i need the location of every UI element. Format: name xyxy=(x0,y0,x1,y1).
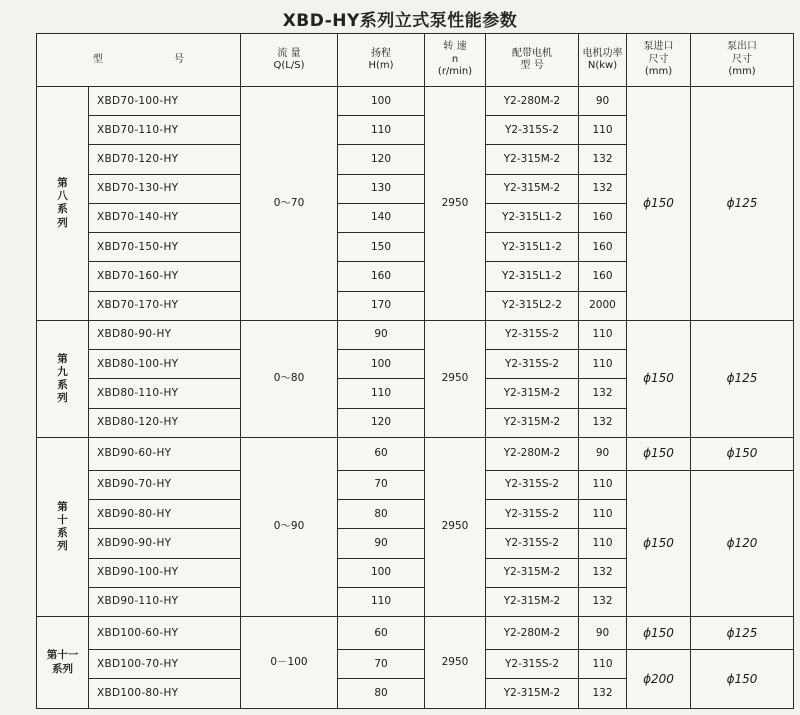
motor-power-cell: 132 xyxy=(579,679,627,709)
model-cell: XBD100-80-HY xyxy=(89,679,241,709)
motor-power-cell: 160 xyxy=(579,203,627,232)
motor-model-cell: Y2-280M-2 xyxy=(486,617,579,650)
table-row xyxy=(37,617,794,650)
head-cell: 80 xyxy=(338,500,425,529)
table-row xyxy=(37,437,794,470)
model-cell: XBD70-170-HY xyxy=(89,291,241,320)
model-cell: XBD80-90-HY xyxy=(89,320,241,349)
flow-cell: 0－100 xyxy=(241,617,338,709)
motor-model-cell: Y2-315M-2 xyxy=(486,174,579,203)
motor-power-cell: 132 xyxy=(579,408,627,437)
motor-model-cell: Y2-315M-2 xyxy=(486,145,579,174)
series-label-line: 列 xyxy=(57,216,68,229)
motor-model-cell: Y2-315M-2 xyxy=(486,379,579,408)
head-cell: 80 xyxy=(338,679,425,709)
motor-model-cell: Y2-315S-2 xyxy=(486,529,579,558)
head-cell: 130 xyxy=(338,174,425,203)
model-cell: XBD90-80-HY xyxy=(89,500,241,529)
series-label xyxy=(37,87,89,321)
table-row xyxy=(37,650,794,679)
inlet-size-cell: ϕ200 xyxy=(627,650,691,709)
head-cell: 110 xyxy=(338,379,425,408)
table-header xyxy=(37,34,794,87)
motor-model-cell: Y2-315S-2 xyxy=(486,350,579,379)
outlet-size-cell: ϕ125 xyxy=(691,320,794,437)
head-cell: 100 xyxy=(338,87,425,116)
header-head: 扬程 H(m) xyxy=(338,34,425,87)
head-cell: 160 xyxy=(338,262,425,291)
series-label-line: 系 xyxy=(57,203,68,216)
head-cell: 110 xyxy=(338,587,425,616)
motor-power-cell: 110 xyxy=(579,500,627,529)
motor-model-cell: Y2-315S-2 xyxy=(486,650,579,679)
motor-model-cell: Y2-315S-2 xyxy=(486,470,579,499)
model-cell: XBD80-100-HY xyxy=(89,350,241,379)
inlet-size-cell: ϕ150 xyxy=(627,437,691,470)
model-cell: XBD70-140-HY xyxy=(89,203,241,232)
series-label xyxy=(37,437,89,616)
head-cell: 100 xyxy=(338,350,425,379)
motor-power-cell: 110 xyxy=(579,116,627,145)
table-row xyxy=(37,470,794,499)
head-cell: 140 xyxy=(338,203,425,232)
motor-power-cell: 90 xyxy=(579,617,627,650)
head-cell: 120 xyxy=(338,145,425,174)
motor-model-cell: Y2-315L1-2 xyxy=(486,233,579,262)
model-cell: XBD80-120-HY xyxy=(89,408,241,437)
header-outlet-size: 泵出口 尺寸 (mm) xyxy=(691,34,794,87)
motor-power-cell: 160 xyxy=(579,262,627,291)
outlet-size-cell: ϕ150 xyxy=(691,650,794,709)
table-row xyxy=(37,87,794,116)
motor-power-cell: 160 xyxy=(579,233,627,262)
series-label xyxy=(37,617,89,709)
model-cell: XBD100-70-HY xyxy=(89,650,241,679)
header-motor-model: 配带电机 型 号 xyxy=(486,34,579,87)
flow-cell: 0～80 xyxy=(241,320,338,437)
series-label-line: 九 xyxy=(57,365,68,378)
head-cell: 90 xyxy=(338,529,425,558)
series-label-line: 十 xyxy=(57,513,68,526)
series-label-line: 列 xyxy=(57,540,68,553)
motor-power-cell: 132 xyxy=(579,558,627,587)
speed-cell: 2950 xyxy=(425,320,486,437)
head-cell: 60 xyxy=(338,437,425,470)
motor-model-cell: Y2-315M-2 xyxy=(486,558,579,587)
motor-power-cell: 90 xyxy=(579,87,627,116)
head-cell: 70 xyxy=(338,470,425,499)
series-label-line: 八 xyxy=(57,190,68,203)
motor-model-cell: Y2-315L2-2 xyxy=(486,291,579,320)
model-cell: XBD70-120-HY xyxy=(89,145,241,174)
motor-model-cell: Y2-315S-2 xyxy=(486,320,579,349)
speed-cell: 2950 xyxy=(425,87,486,321)
model-cell: XBD90-100-HY xyxy=(89,558,241,587)
head-cell: 100 xyxy=(338,558,425,587)
series-label-line: 第十一 xyxy=(46,649,79,662)
outlet-size-cell: ϕ150 xyxy=(691,437,794,470)
pump-spec-table xyxy=(36,33,794,709)
model-cell: XBD70-110-HY xyxy=(89,116,241,145)
outlet-size-cell: ϕ120 xyxy=(691,470,794,616)
outlet-size-cell: ϕ125 xyxy=(691,617,794,650)
head-cell: 150 xyxy=(338,233,425,262)
model-cell: XBD70-100-HY xyxy=(89,87,241,116)
inlet-size-cell: ϕ150 xyxy=(627,617,691,650)
motor-power-cell: 2000 xyxy=(579,291,627,320)
series-label-line: 系 xyxy=(57,378,68,391)
head-cell: 60 xyxy=(338,617,425,650)
motor-model-cell: Y2-315M-2 xyxy=(486,679,579,709)
header-model: 型 号 xyxy=(37,34,241,87)
motor-model-cell: Y2-315L1-2 xyxy=(486,203,579,232)
series-label-line: 第 xyxy=(57,352,68,365)
motor-model-cell: Y2-280M-2 xyxy=(486,87,579,116)
head-cell: 120 xyxy=(338,408,425,437)
model-cell: XBD100-60-HY xyxy=(89,617,241,650)
flow-cell: 0～70 xyxy=(241,87,338,321)
model-cell: XBD90-70-HY xyxy=(89,470,241,499)
table-row xyxy=(37,320,794,349)
model-cell: XBD90-110-HY xyxy=(89,587,241,616)
series-label-line: 第 xyxy=(57,177,68,190)
motor-power-cell: 110 xyxy=(579,470,627,499)
motor-model-cell: Y2-315S-2 xyxy=(486,116,579,145)
model-cell: XBD70-150-HY xyxy=(89,233,241,262)
motor-power-cell: 110 xyxy=(579,320,627,349)
motor-power-cell: 90 xyxy=(579,437,627,470)
motor-power-cell: 132 xyxy=(579,145,627,174)
series-label-line: 系列 xyxy=(52,662,73,675)
head-cell: 110 xyxy=(338,116,425,145)
motor-power-cell: 132 xyxy=(579,587,627,616)
speed-cell: 2950 xyxy=(425,617,486,709)
motor-power-cell: 132 xyxy=(579,174,627,203)
table-body xyxy=(37,87,794,709)
flow-cell: 0～90 xyxy=(241,437,338,616)
inlet-size-cell: ϕ150 xyxy=(627,87,691,321)
model-cell: XBD90-90-HY xyxy=(89,529,241,558)
series-label-line: 系 xyxy=(57,526,68,539)
model-cell: XBD80-110-HY xyxy=(89,379,241,408)
motor-model-cell: Y2-280M-2 xyxy=(486,437,579,470)
inlet-size-cell: ϕ150 xyxy=(627,470,691,616)
motor-model-cell: Y2-315L1-2 xyxy=(486,262,579,291)
speed-cell: 2950 xyxy=(425,437,486,616)
motor-power-cell: 110 xyxy=(579,350,627,379)
header-speed: 转 速 n (r/min) xyxy=(425,34,486,87)
motor-power-cell: 110 xyxy=(579,529,627,558)
outlet-size-cell: ϕ125 xyxy=(691,87,794,321)
series-label xyxy=(37,320,89,437)
motor-power-cell: 110 xyxy=(579,650,627,679)
motor-model-cell: Y2-315S-2 xyxy=(486,500,579,529)
inlet-size-cell: ϕ150 xyxy=(627,320,691,437)
header-motor-power: 电机功率 N(kw) xyxy=(579,34,627,87)
head-cell: 70 xyxy=(338,650,425,679)
header-inlet-size: 泵进口 尺寸 (mm) xyxy=(627,34,691,87)
header-flow: 流 量 Q(L/S) xyxy=(241,34,338,87)
motor-model-cell: Y2-315M-2 xyxy=(486,587,579,616)
model-cell: XBD70-130-HY xyxy=(89,174,241,203)
motor-model-cell: Y2-315M-2 xyxy=(486,408,579,437)
series-label-line: 第 xyxy=(57,500,68,513)
head-cell: 90 xyxy=(338,320,425,349)
model-cell: XBD90-60-HY xyxy=(89,437,241,470)
page-title: XBD-HY系列立式泵性能参数 xyxy=(282,11,518,31)
head-cell: 170 xyxy=(338,291,425,320)
motor-power-cell: 132 xyxy=(579,379,627,408)
series-label-line: 列 xyxy=(57,391,68,404)
model-cell: XBD70-160-HY xyxy=(89,262,241,291)
